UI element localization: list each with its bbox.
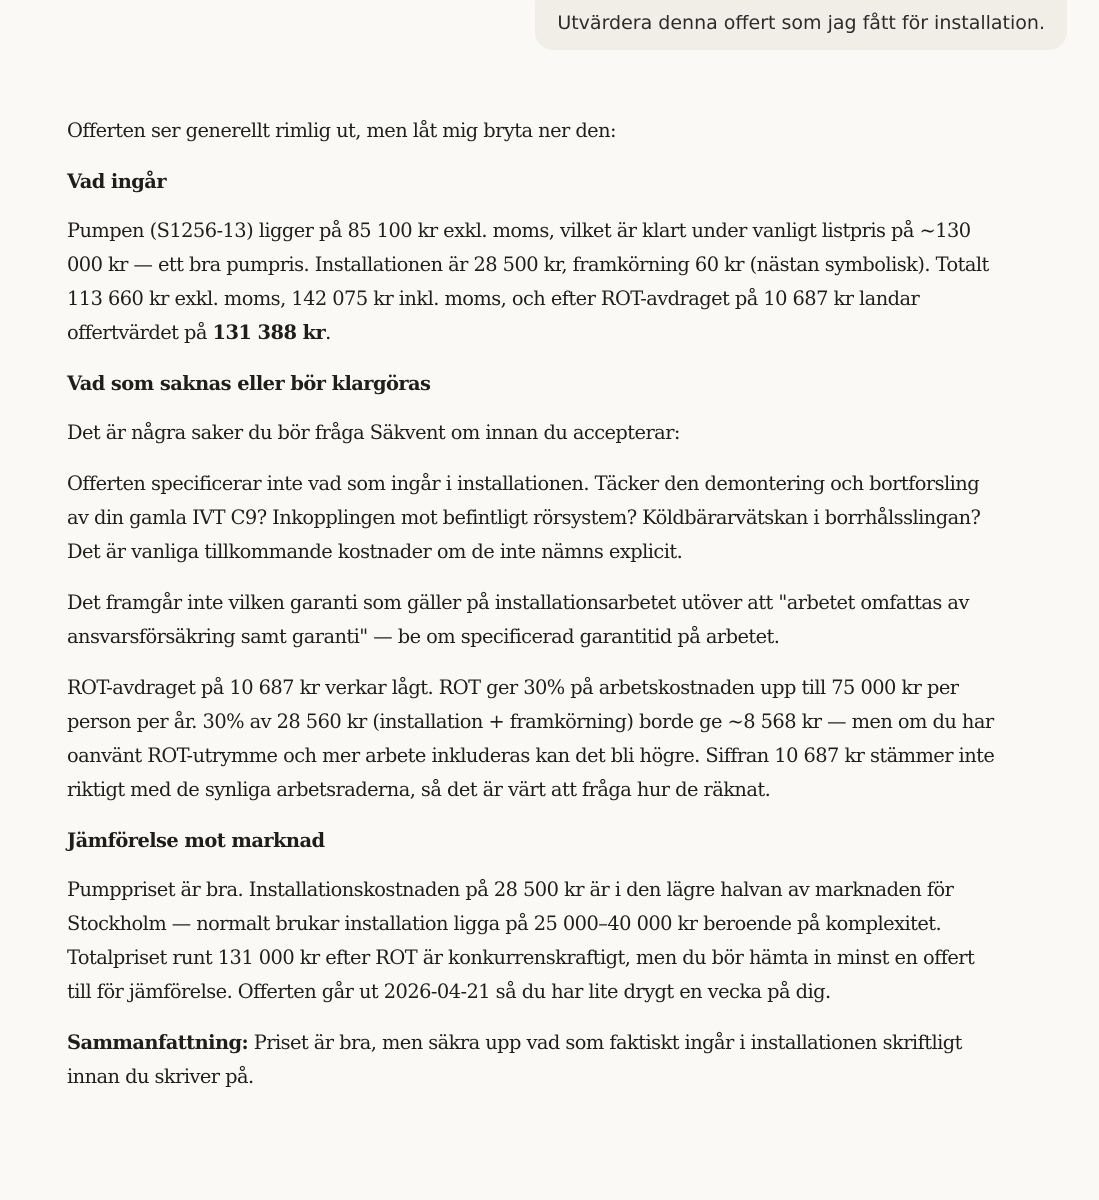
section-missing-paragraph-2: Det framgår inte vilken garanti som gäller på installationsarbetet utöver att "arbetet omfattas av ansvarsförsäkring samt garanti" — be om specificerad garantitid på arbetet. [67, 591, 969, 648]
section-included-body: Pumpen (S1256-13) ligger på 85 100 kr exkl. moms, vilket är klart under vanligt listpris på ~130 000 kr — ett bra pumpris. Installationen är 28 500 kr, framkörning 60 kr (nästan symbolisk). Totalt 113 660 kr exkl. moms, 142 075 kr inkl. moms, och efter ROT-avdraget på 10 687 kr landar offertvärdet på [67, 219, 989, 344]
summary-paragraph [67, 1026, 1002, 1094]
summary-text: Priset är bra, men säkra upp vad som faktiskt ingår i installationen skriftligt innan du skriver på. [67, 1031, 962, 1088]
offer-total-value: 131 388 kr [212, 321, 326, 344]
user-message-bubble [535, 0, 1067, 50]
section-included-end: . [325, 321, 331, 344]
section-missing-intro: Det är några saker du bör fråga Säkvent om innan du accepterar: [67, 421, 680, 444]
user-message-text: Utvärdera denna offert som jag fått för installation. [557, 12, 1045, 34]
assistant-reply [67, 114, 1002, 1111]
section-missing-paragraph-1: Offerten specificerar inte vad som ingår i installationen. Täcker den demontering och bortforsling av din gamla IVT C9? Inkopplingen mot befintligt rörsystem? Köldbärarvätskan i borrhålsslingan? Det är vanliga tillkommande kostnader om de inte nämns explicit. [67, 472, 981, 563]
section-market-text: Pumppriset är bra. Installationskostnaden på 28 500 kr är i den lägre halvan av marknaden för Stockholm — normalt brukar installation ligga på 25 000–40 000 kr beroende på komplexitet. Totalpriset runt 131 000 kr efter ROT är konkurrenskraftigt, men du bör hämta in minst en offert till för jämförelse. Offerten går ut 2026-04-21 så du har lite drygt en vecka på dig. [67, 878, 975, 1003]
section-heading-market: Jämförelse mot marknad [67, 829, 325, 852]
reply-intro: Offerten ser generellt rimlig ut, men låt mig bryta ner den: [67, 119, 617, 142]
section-included-text [67, 214, 1002, 350]
section-heading-included: Vad ingår [67, 170, 166, 193]
section-heading-missing: Vad som saknas eller bör klargöras [67, 372, 431, 395]
section-missing-paragraph-3: ROT-avdraget på 10 687 kr verkar lågt. ROT ger 30% på arbetskostnaden upp till 75 000 kr per person per år. 30% av 28 560 kr (installation + framkörning) borde ge ~8 568 kr — men om du har oanvänt ROT-utrymme och mer arbete inkluderas kan det bli högre. Siffran 10 687 kr stämmer inte riktigt med de synliga arbetsraderna, så det är värt att fråga hur de räknat. [67, 676, 995, 801]
summary-label: Sammanfattning: [67, 1031, 249, 1054]
